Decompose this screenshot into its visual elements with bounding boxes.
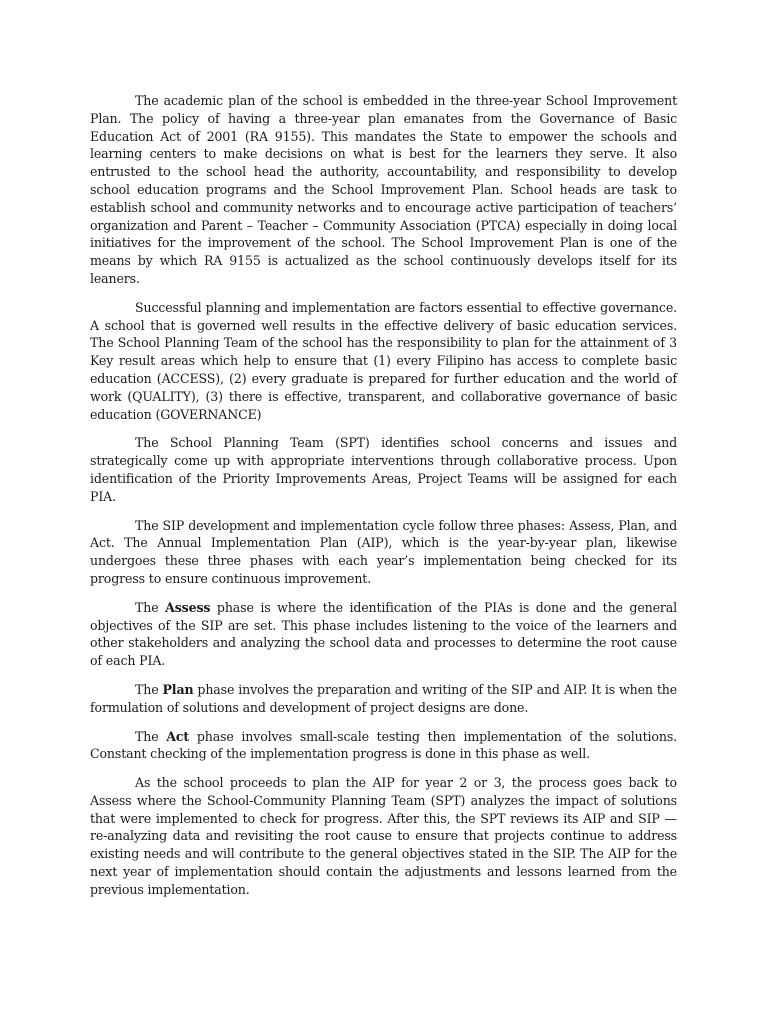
paragraph-spt-role: The School Planning Team (SPT) identifies school concerns and issues and strategically come up with appropriate interventions through collaborative process. Upon identification of the Priority Improvements Areas, Project Teams will be assigned for each PIA. xyxy=(90,435,677,504)
paragraph-plan-phase xyxy=(90,681,677,717)
act-lead: The xyxy=(135,728,167,744)
paragraph-assess-phase xyxy=(90,599,677,670)
paragraph-act-phase xyxy=(90,728,677,764)
document-page xyxy=(90,92,677,910)
paragraph-planning-governance: Successful planning and implementation are factors essential to effective governance. A school that is governed well results in the effective delivery of basic education services. The School Planning Team of the school has the responsibility to plan for the attainment of 3 Key result areas which help to ensure that (1) every Filipino has access to complete basic education (ACCESS), (2) every graduate is prepared for further education and the world of work (QUALITY), (3) there is effective, transparent, and collaborative governance of basic education (GOVERNANCE) xyxy=(90,299,677,422)
act-term: Act xyxy=(166,728,190,744)
plan-term: Plan xyxy=(162,681,194,697)
act-body: phase involves small-scale testing then implementation of the solutions. Constant checking of the implementation progress is done in this phase as well. xyxy=(90,728,677,762)
plan-lead: The xyxy=(135,681,163,697)
paragraph-next-year-cycle: As the school proceeds to plan the AIP for year 2 or 3, the process goes back to Assess where the School-Community Planning Team (SPT) analyzes the impact of solutions that were implemented to check for progress. After this, the SPT reviews its AIP and SIP — re-analyzing data and revisiting the root cause to ensure that projects continue to address existing needs and will contribute to the general objectives stated in the SIP. The AIP for the next year of implementation should contain the adjustments and lessons learned from the previous implementation. xyxy=(90,775,677,897)
assess-lead: The xyxy=(135,599,166,615)
paragraph-cycle-phases: The SIP development and implementation cycle follow three phases: Assess, Plan, and Act. The Annual Implementation Plan (AIP), which is the year-by-year plan, likewise undergoes these three phases with each year’s implementation being checked for its progress to ensure continuous improvement. xyxy=(90,517,677,586)
paragraph-sip-overview: The academic plan of the school is embedded in the three-year School Improvement Plan. The policy of having a three-year plan emanates from the Governance of Basic Education Act of 2001 (RA 9155). This mandates the State to empower the schools and learning centers to make decisions on what is best for the learners they serve. It also entrusted to the school head the authority, accountability, and responsibility to develop school education programs and the School Improvement Plan. School heads are task to establish school and community networks and to encourage active participation of teachers’ organization and Parent – Teacher – Community Association (PTCA) especially in doing local initiatives for the improvement of the school. The School Improvement Plan is one of the means by which RA 9155 is actualized as the school continuously develops itself for its leaners. xyxy=(90,93,677,286)
plan-body: phase involves the preparation and writing of the SIP and AIP. It is when the formulation of solutions and development of project designs are done. xyxy=(90,681,677,715)
assess-term: Assess xyxy=(165,599,211,615)
assess-body: phase is where the identification of the PIAs is done and the general objectives of the SIP are set. This phase includes listening to the voice of the learners and other stakeholders and analyzing the school data and processes to determine the root cause of each PIA. xyxy=(90,599,678,669)
